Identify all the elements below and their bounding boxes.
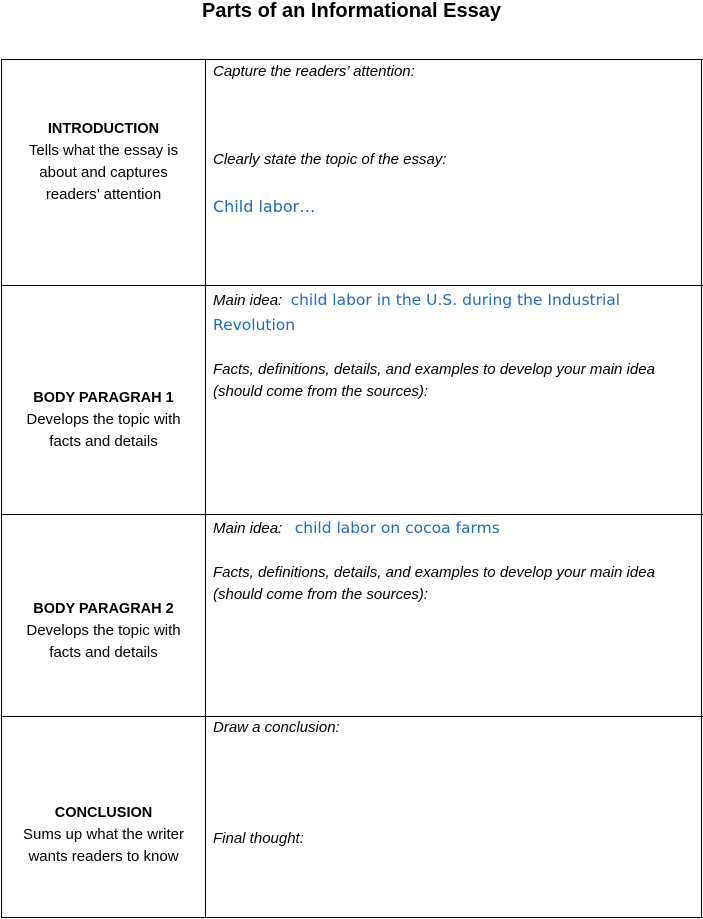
body2-label-cell (1, 515, 206, 716)
introduction-heading: INTRODUCTION (47, 120, 160, 137)
body2-main-idea-answer: child labor on cocoa farms (294, 519, 500, 537)
body1-main-idea (213, 288, 693, 338)
final-thought-prompt: Final thought: (213, 830, 304, 847)
body2-main-idea-label: Main idea: (213, 520, 283, 537)
body-paragraph-2-row (1, 515, 702, 716)
introduction-description: Tells what the essay is about and captures readers’ attention (28, 141, 179, 203)
conclusion-heading: CONCLUSION (54, 805, 153, 821)
body1-heading: BODY PARAGRAH 1 (33, 390, 174, 406)
conclusion-content-cell[interactable] (206, 717, 702, 917)
body2-facts-prompt: Facts, definitions, details, and examples to develop your main idea (should come from the sources): (213, 564, 655, 603)
table-border-bottom (1, 917, 703, 918)
topic-answer: Child labor… (213, 197, 316, 216)
body2-main-idea (213, 517, 693, 540)
page-title: Parts of an Informational Essay (202, 0, 501, 22)
introduction-content-cell[interactable] (206, 60, 702, 285)
body1-label-cell (1, 286, 206, 514)
body-paragraph-1-row (1, 286, 702, 514)
topic-prompt: Clearly state the topic of the essay: (213, 151, 447, 168)
introduction-row (1, 60, 702, 285)
conclusion-row (1, 717, 702, 917)
draw-conclusion-prompt: Draw a conclusion: (213, 719, 340, 736)
body2-content-cell[interactable] (206, 515, 702, 716)
body2-description: Develops the topic with facts and details (26, 621, 181, 661)
conclusion-label-cell (1, 717, 206, 917)
body1-content-cell[interactable] (206, 286, 702, 514)
body1-description: Develops the topic with facts and details (26, 411, 181, 450)
attention-prompt: Capture the readers’ attention: (213, 63, 415, 80)
body1-main-idea-answer: child labor in the U.S. during the Industrial Revolution (213, 291, 621, 334)
introduction-label-cell (1, 60, 206, 285)
body1-main-idea-label: Main idea: (213, 292, 283, 309)
conclusion-description: Sums up what the writer wants readers to know (23, 826, 184, 865)
body1-facts-prompt: Facts, definitions, details, and examples to develop your main idea (should come from the sources): (213, 361, 655, 400)
body2-heading: BODY PARAGRAH 2 (33, 600, 174, 617)
